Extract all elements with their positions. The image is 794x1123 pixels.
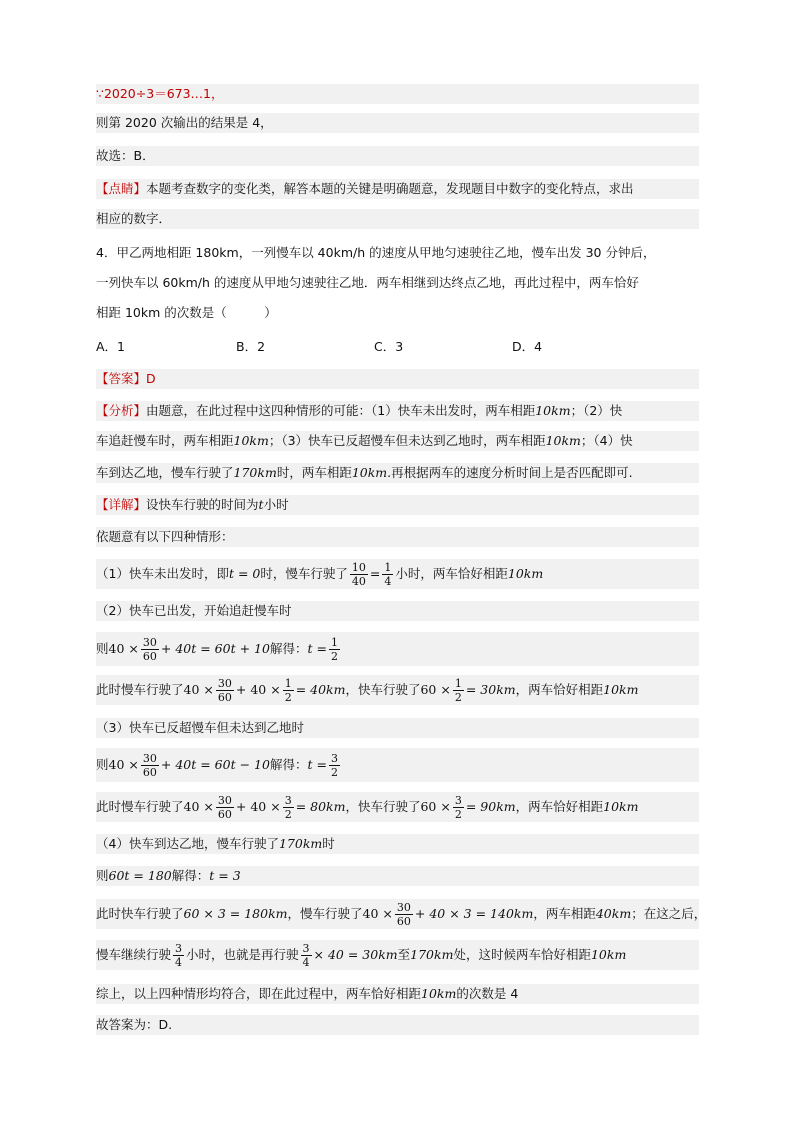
case-3-heading [96, 718, 699, 738]
fraction-denominator: 60 [217, 690, 232, 704]
case-text: 小时，两车恰好相距 [395, 566, 508, 581]
fraction [216, 677, 234, 704]
case-4-equation [96, 866, 699, 886]
analysis-text-2: 车追赶慢车时，两车相距 [96, 433, 234, 448]
math-expr: 60 × 3 = 180km [183, 906, 288, 921]
line-result [96, 113, 699, 133]
case-text: 此时快车行驶了 [96, 906, 184, 921]
question-text-3: 相距 10km 的次数是（ ） [96, 305, 277, 320]
math-distance: 170km [233, 465, 277, 480]
fraction-denominator: 2 [454, 807, 462, 821]
math-expr: = 40km [295, 682, 346, 697]
fraction-numerator: 30 [217, 793, 232, 807]
fraction-numerator: 3 [175, 941, 183, 955]
math-expr: = 80km [295, 799, 346, 814]
case-heading: （4）快车到达乙地，慢车行驶了 [96, 836, 279, 851]
math-var-t: t [258, 497, 264, 512]
fraction-numerator: 3 [330, 751, 338, 765]
case-2-summary [96, 675, 699, 705]
option-a: A．1 [96, 339, 126, 354]
line-comment-2 [96, 209, 699, 229]
fraction [301, 942, 312, 969]
math-expr: t = [307, 641, 327, 656]
fraction [173, 942, 184, 969]
question-line-1 [96, 243, 699, 263]
case-text: 处，这时候两车恰好相距 [453, 947, 591, 962]
detail-tag: 【详解】 [96, 497, 147, 512]
summary-text: 综上，以上四种情形均符合，即在此过程中，两车恰好相距 [96, 986, 422, 1001]
case-text: 此时慢车行驶了 [96, 799, 184, 814]
fraction-numerator: 1 [384, 560, 392, 574]
fraction-denominator: 2 [454, 690, 462, 704]
detail-line-1 [96, 495, 699, 515]
math-expr: 40 × [108, 641, 139, 656]
math-expr: 40 × [183, 682, 214, 697]
text-comment: 本题考查数字的变化类，解答本题的关键是明确题意，发现题目中数字的变化特点，求出 [146, 181, 634, 196]
math-expr: 60 × [420, 799, 451, 814]
fraction-numerator: 3 [284, 793, 292, 807]
math-distance: 10km [535, 403, 571, 418]
summary-text: 的次数是 4 [456, 986, 519, 1001]
fraction [283, 677, 294, 704]
math-expr: 40 × [183, 799, 214, 814]
text-remainder: ∵2020÷3＝673…1， [96, 86, 224, 101]
detail-line-2 [96, 527, 699, 547]
fraction-numerator: 1 [330, 635, 338, 649]
answer-value: D [146, 371, 156, 386]
fraction [395, 901, 413, 928]
case-text: 小时，也就是再行驶 [186, 947, 299, 962]
math-distance: 10km [603, 682, 639, 697]
detail-text: 设快车行驶的时间为 [146, 497, 259, 512]
math-expr: 60 × [420, 682, 451, 697]
option-d: D．4 [512, 339, 543, 354]
case-text: 慢车继续行驶 [96, 947, 172, 962]
case-text: 则 [96, 868, 109, 883]
fraction-denominator: 60 [396, 914, 411, 928]
text-choice: 故选：B． [96, 148, 155, 163]
question-text-1: 4．甲乙两地相距 180km，一列慢车以 40km/h 的速度从甲地匀速驶往乙地，慢车出发 30 分钟后， [96, 245, 656, 260]
text-comment-2: 相应的数字． [96, 211, 172, 226]
fraction [329, 752, 340, 779]
answer-tag: 【答案】 [96, 371, 147, 386]
line-choice [96, 146, 699, 166]
fraction [453, 677, 464, 704]
case-3-equation [96, 748, 699, 782]
case-text: ，两车恰好相距 [515, 799, 604, 814]
analysis-text-3e: .再根据两车的速度分析时间上是否匹配即可. [387, 465, 633, 480]
fraction-numerator: 3 [454, 793, 462, 807]
text-result: 则第 2020 次输出的结果是 4， [96, 115, 273, 130]
math-expr: 60t = 180 [108, 868, 172, 883]
fraction-denominator: 60 [142, 649, 157, 663]
fraction [141, 752, 159, 779]
comment-tag: 【点睛】 [96, 181, 147, 196]
option-c: C．3 [374, 339, 404, 354]
math-distance: 10km [590, 947, 627, 962]
case-text: ，快车行驶了 [345, 799, 421, 814]
math-expr: = 90km [465, 799, 516, 814]
fraction [453, 794, 464, 821]
case-text: 此时慢车行驶了 [96, 682, 184, 697]
case-heading: （2）快车已出发，开始追赶慢车时 [96, 603, 292, 618]
case-text: ；在这之后， [631, 906, 707, 921]
question-line-3 [96, 303, 699, 323]
case-4-summary [96, 899, 707, 929]
line-remainder [96, 84, 699, 104]
fraction-denominator: 2 [284, 807, 292, 821]
fraction-numerator: 1 [284, 676, 292, 690]
math-expr: t = 0 [228, 566, 261, 581]
analysis-text-2c: ；（3）快车已反超慢车但未达到乙地时，两车相距 [268, 433, 546, 448]
option-b: B．2 [236, 339, 266, 354]
analysis-text-2e: ；（4）快 [580, 433, 633, 448]
math-distance: 40km [595, 906, 632, 921]
math-distance: 170km [410, 947, 454, 962]
fraction-numerator: 30 [217, 676, 232, 690]
math-distance: 170km [278, 836, 323, 851]
summary-line [96, 984, 699, 1004]
fraction-numerator: 30 [142, 751, 157, 765]
math-distance: 10km [545, 433, 581, 448]
math-expr: 40 × [362, 906, 393, 921]
fraction [216, 794, 234, 821]
analysis-text-3: 车到达乙地，慢车行驶了 [96, 465, 234, 480]
fraction-numerator: 1 [454, 676, 462, 690]
answer-line [96, 369, 699, 389]
analysis-line-3 [96, 463, 699, 483]
case-text: ，两车恰好相距 [515, 682, 604, 697]
fraction [141, 636, 159, 663]
math-expr: + 40t = 60t + 10 [160, 641, 270, 656]
case-text: ，慢车行驶了 [287, 906, 363, 921]
fraction-numerator: 10 [351, 560, 366, 574]
case-text: （1）快车未出发时，即 [96, 566, 229, 581]
math-expr: + 40 × 3 = 140km [414, 906, 534, 921]
math-expr: + 40 × [235, 682, 281, 697]
math-distance: 10km [233, 433, 269, 448]
case-heading: （3）快车已反超慢车但未达到乙地时 [96, 720, 304, 735]
math-expr: t = 3 [209, 868, 241, 883]
fraction-numerator: 30 [396, 900, 411, 914]
math-distance: 10km [421, 986, 457, 1001]
case-2-equation [96, 632, 699, 666]
fraction [283, 794, 294, 821]
case-text: 时，慢车行驶了 [260, 566, 348, 581]
case-4-continue [96, 940, 699, 970]
fraction-denominator: 4 [384, 574, 392, 588]
case-text: 则 [96, 641, 109, 656]
fraction-denominator: 40 [351, 574, 366, 588]
question-text-2: 一列快车以 60km/h 的速度从甲地匀速驶往乙地．两车相继到达终点乙地，再此过程中，两车恰好 [96, 275, 639, 290]
analysis-text-1c: ；（2）快 [570, 403, 623, 418]
case-text: 至 [397, 947, 411, 962]
analysis-line-1 [96, 401, 699, 421]
fraction [382, 561, 393, 588]
math-distance: 10km [507, 566, 544, 581]
case-text: 则 [96, 757, 109, 772]
final-answer-line [96, 1015, 699, 1035]
math-equals: = [369, 566, 381, 581]
detail-text: 依题意有以下四种情形： [96, 529, 234, 544]
math-distance: 10km [603, 799, 639, 814]
fraction-denominator: 2 [330, 765, 338, 779]
math-expr: t = [307, 757, 327, 772]
case-text: ，两车相距 [533, 906, 596, 921]
math-expr: + 40 × [235, 799, 281, 814]
fraction-denominator: 2 [330, 649, 338, 663]
detail-text: 小时 [263, 497, 289, 512]
math-expr: + 40t = 60t − 10 [160, 757, 270, 772]
fraction-numerator: 30 [142, 635, 157, 649]
case-4-heading [96, 834, 699, 854]
fraction [329, 636, 340, 663]
case-text: ，快车行驶了 [345, 682, 421, 697]
analysis-line-2 [96, 431, 699, 451]
fraction-numerator: 3 [302, 941, 310, 955]
case-text: 时 [322, 836, 335, 851]
question-line-2 [96, 273, 699, 293]
fraction-denominator: 2 [284, 690, 292, 704]
analysis-text-1: 由题意，在此过程中这四种情形的可能：（1）快车未出发时，两车相距 [146, 403, 536, 418]
case-text: 解得： [171, 868, 210, 883]
analysis-text-3c: 时，两车相距 [276, 465, 352, 480]
case-text: 解得： [269, 641, 308, 656]
analysis-tag: 【分析】 [96, 403, 147, 418]
final-answer-text: 故答案为：D. [96, 1017, 173, 1032]
fraction-denominator: 4 [302, 955, 310, 969]
line-comment [96, 179, 699, 199]
fraction [350, 561, 368, 588]
fraction-denominator: 4 [175, 955, 183, 969]
case-text: 解得： [269, 757, 308, 772]
math-expr: × 40 = 30km [313, 947, 398, 962]
math-expr: 40 × [108, 757, 139, 772]
case-1-line [96, 559, 699, 589]
math-expr: = 30km [465, 682, 516, 697]
math-distance: 10km [351, 465, 388, 480]
fraction-denominator: 60 [217, 807, 232, 821]
fraction-denominator: 60 [142, 765, 157, 779]
case-3-summary [96, 792, 699, 822]
case-2-heading [96, 601, 699, 621]
